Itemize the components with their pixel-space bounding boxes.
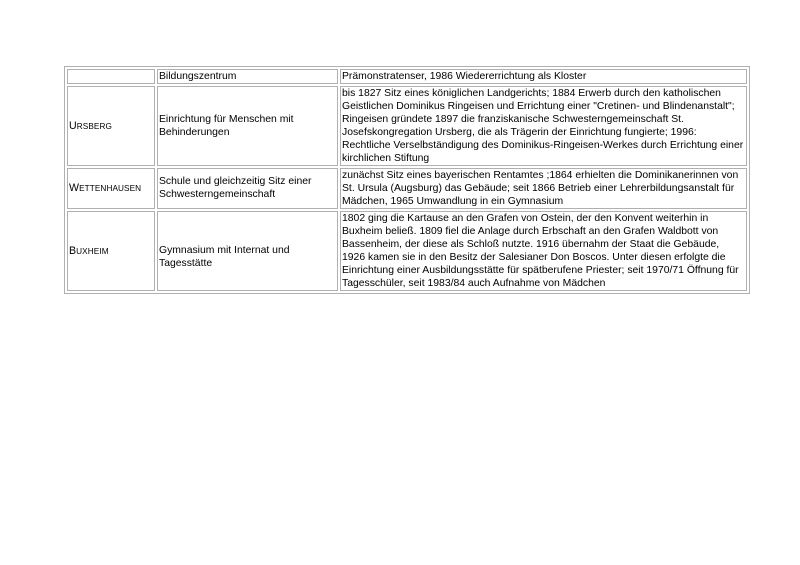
place-cell	[67, 69, 155, 84]
place-cell: WETTENHAUSEN	[67, 168, 155, 209]
use-cell: Bildungszentrum	[157, 69, 338, 84]
use-cell: Gymnasium mit Internat und Tagesstätte	[157, 211, 338, 291]
history-cell: 1802 ging die Kartause an den Grafen von Ostein, der den Konvent weiterhin in Buxheim beließ. 1809 fiel die Anlage durch Erbschaft an den Grafen Waldbott von Bassenheim, der diese als Schloß nutzte. 1916 übernahm der Staat die Gebäude, 1926 kamen sie in den Besitz der Salesianer Don Boscos. Unter diesen erfolgte die Einrichtung einer Ausbildungsstätte für spätberufene Priester; seit 1970/71 Öffnung für Tagesschüler, seit 1983/84 auch Aufnahme von Mädchen	[340, 211, 747, 291]
history-cell: bis 1827 Sitz eines königlichen Landgerichts; 1884 Erwerb durch den katholischen Geistlichen Dominikus Ringeisen und Errichtung einer "Cretinen- und Blindenanstalt"; Ringeisen gründete 1897 die franziskanische Schwesterngemeinschaft St. Josefskongregation Ursberg, die als Trägerin der Einrichtung fungierte; 1996: Rechtliche Verselbständigung des Dominikus-Ringeisen-Werkes durch Errichtung einer kirchlichen Stiftung	[340, 86, 747, 166]
use-cell: Einrichtung für Menschen mit Behinderungen	[157, 86, 338, 166]
place-cell: BUXHEIM	[67, 211, 155, 291]
table-row	[67, 69, 747, 84]
place-cell: URSBERG	[67, 86, 155, 166]
table-row	[67, 86, 747, 166]
history-cell: zunächst Sitz eines bayerischen Rentamtes ;1864 erhielten die Dominikanerinnen von St. Ursula (Augsburg) das Gebäude; seit 1866 Betrieb einer Lehrerbildungsanstalt für Mädchen, 1965 Umwandlung in ein Gymnasium	[340, 168, 747, 209]
history-cell: Prämonstratenser, 1986 Wiedererrichtung als Kloster	[340, 69, 747, 84]
table-row	[67, 168, 747, 209]
use-cell: Schule und gleichzeitig Sitz einer Schwesterngemeinschaft	[157, 168, 338, 209]
table-row	[67, 211, 747, 291]
monastery-table	[64, 66, 750, 294]
